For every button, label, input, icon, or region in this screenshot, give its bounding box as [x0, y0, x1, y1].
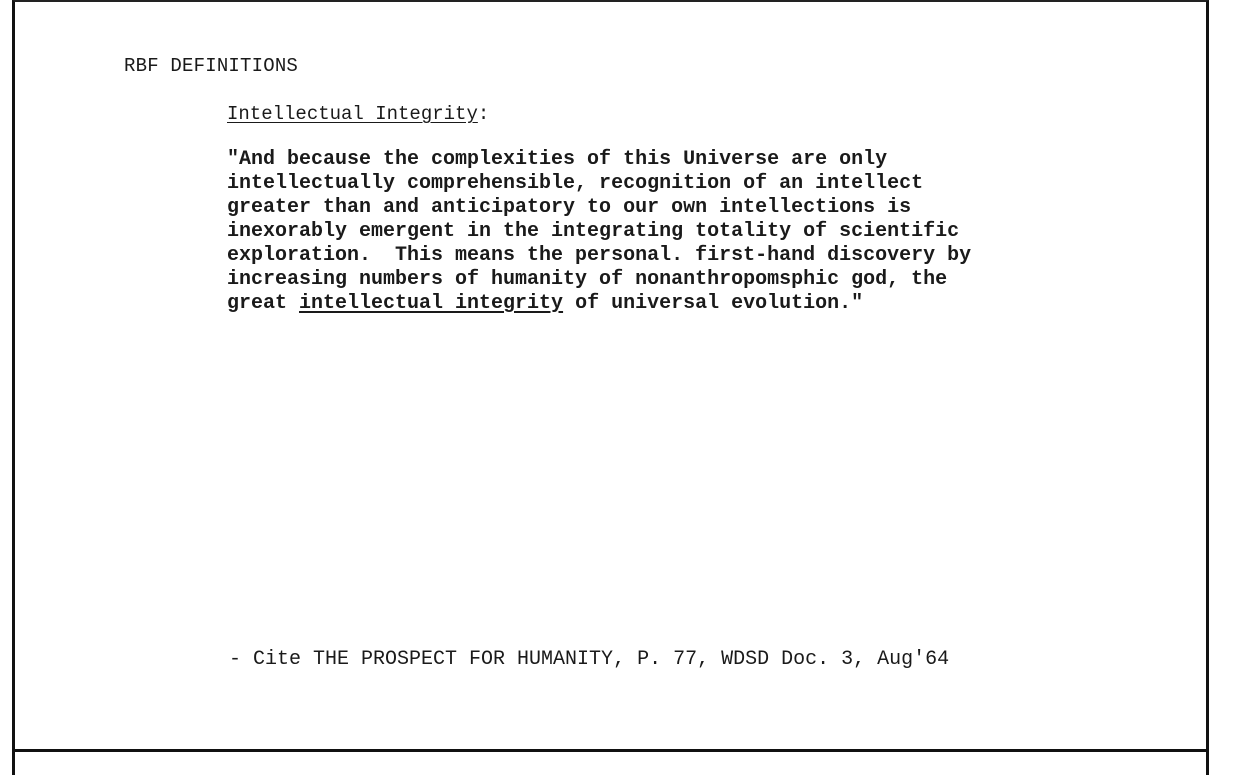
- term-title: [227, 103, 489, 125]
- definition-card: [12, 0, 1209, 752]
- definition-quote: [227, 148, 1127, 316]
- citation: - Cite THE PROSPECT FOR HUMANITY, P. 77, WDSD Doc. 3, Aug'64: [229, 648, 950, 671]
- quote-last-line: [227, 292, 1127, 316]
- term-label: Intellectual Integrity: [227, 103, 478, 125]
- quote-line: inexorably emergent in the integrating totality of scientific: [227, 220, 960, 243]
- quote-underlined-phrase: intellectual integrity: [299, 292, 564, 315]
- page-heading: RBF DEFINITIONS: [124, 55, 299, 77]
- quote-line: exploration. This means the personal. first-hand discovery by: [227, 244, 972, 267]
- quote-line: greater than and anticipatory to our own intellections is: [227, 196, 912, 219]
- quote-line: increasing numbers of humanity of nonanthropomsphic god, the: [227, 268, 948, 291]
- quote-last-line-start: great: [227, 292, 300, 315]
- term-colon: :: [477, 103, 490, 125]
- quote-last-line-end: of universal evolution.": [563, 292, 864, 315]
- next-card-edge: [12, 752, 1209, 775]
- quote-line: "And because the complexities of this Universe are only: [227, 148, 888, 171]
- quote-line: intellectually comprehensible, recognition of an intellect: [227, 172, 924, 195]
